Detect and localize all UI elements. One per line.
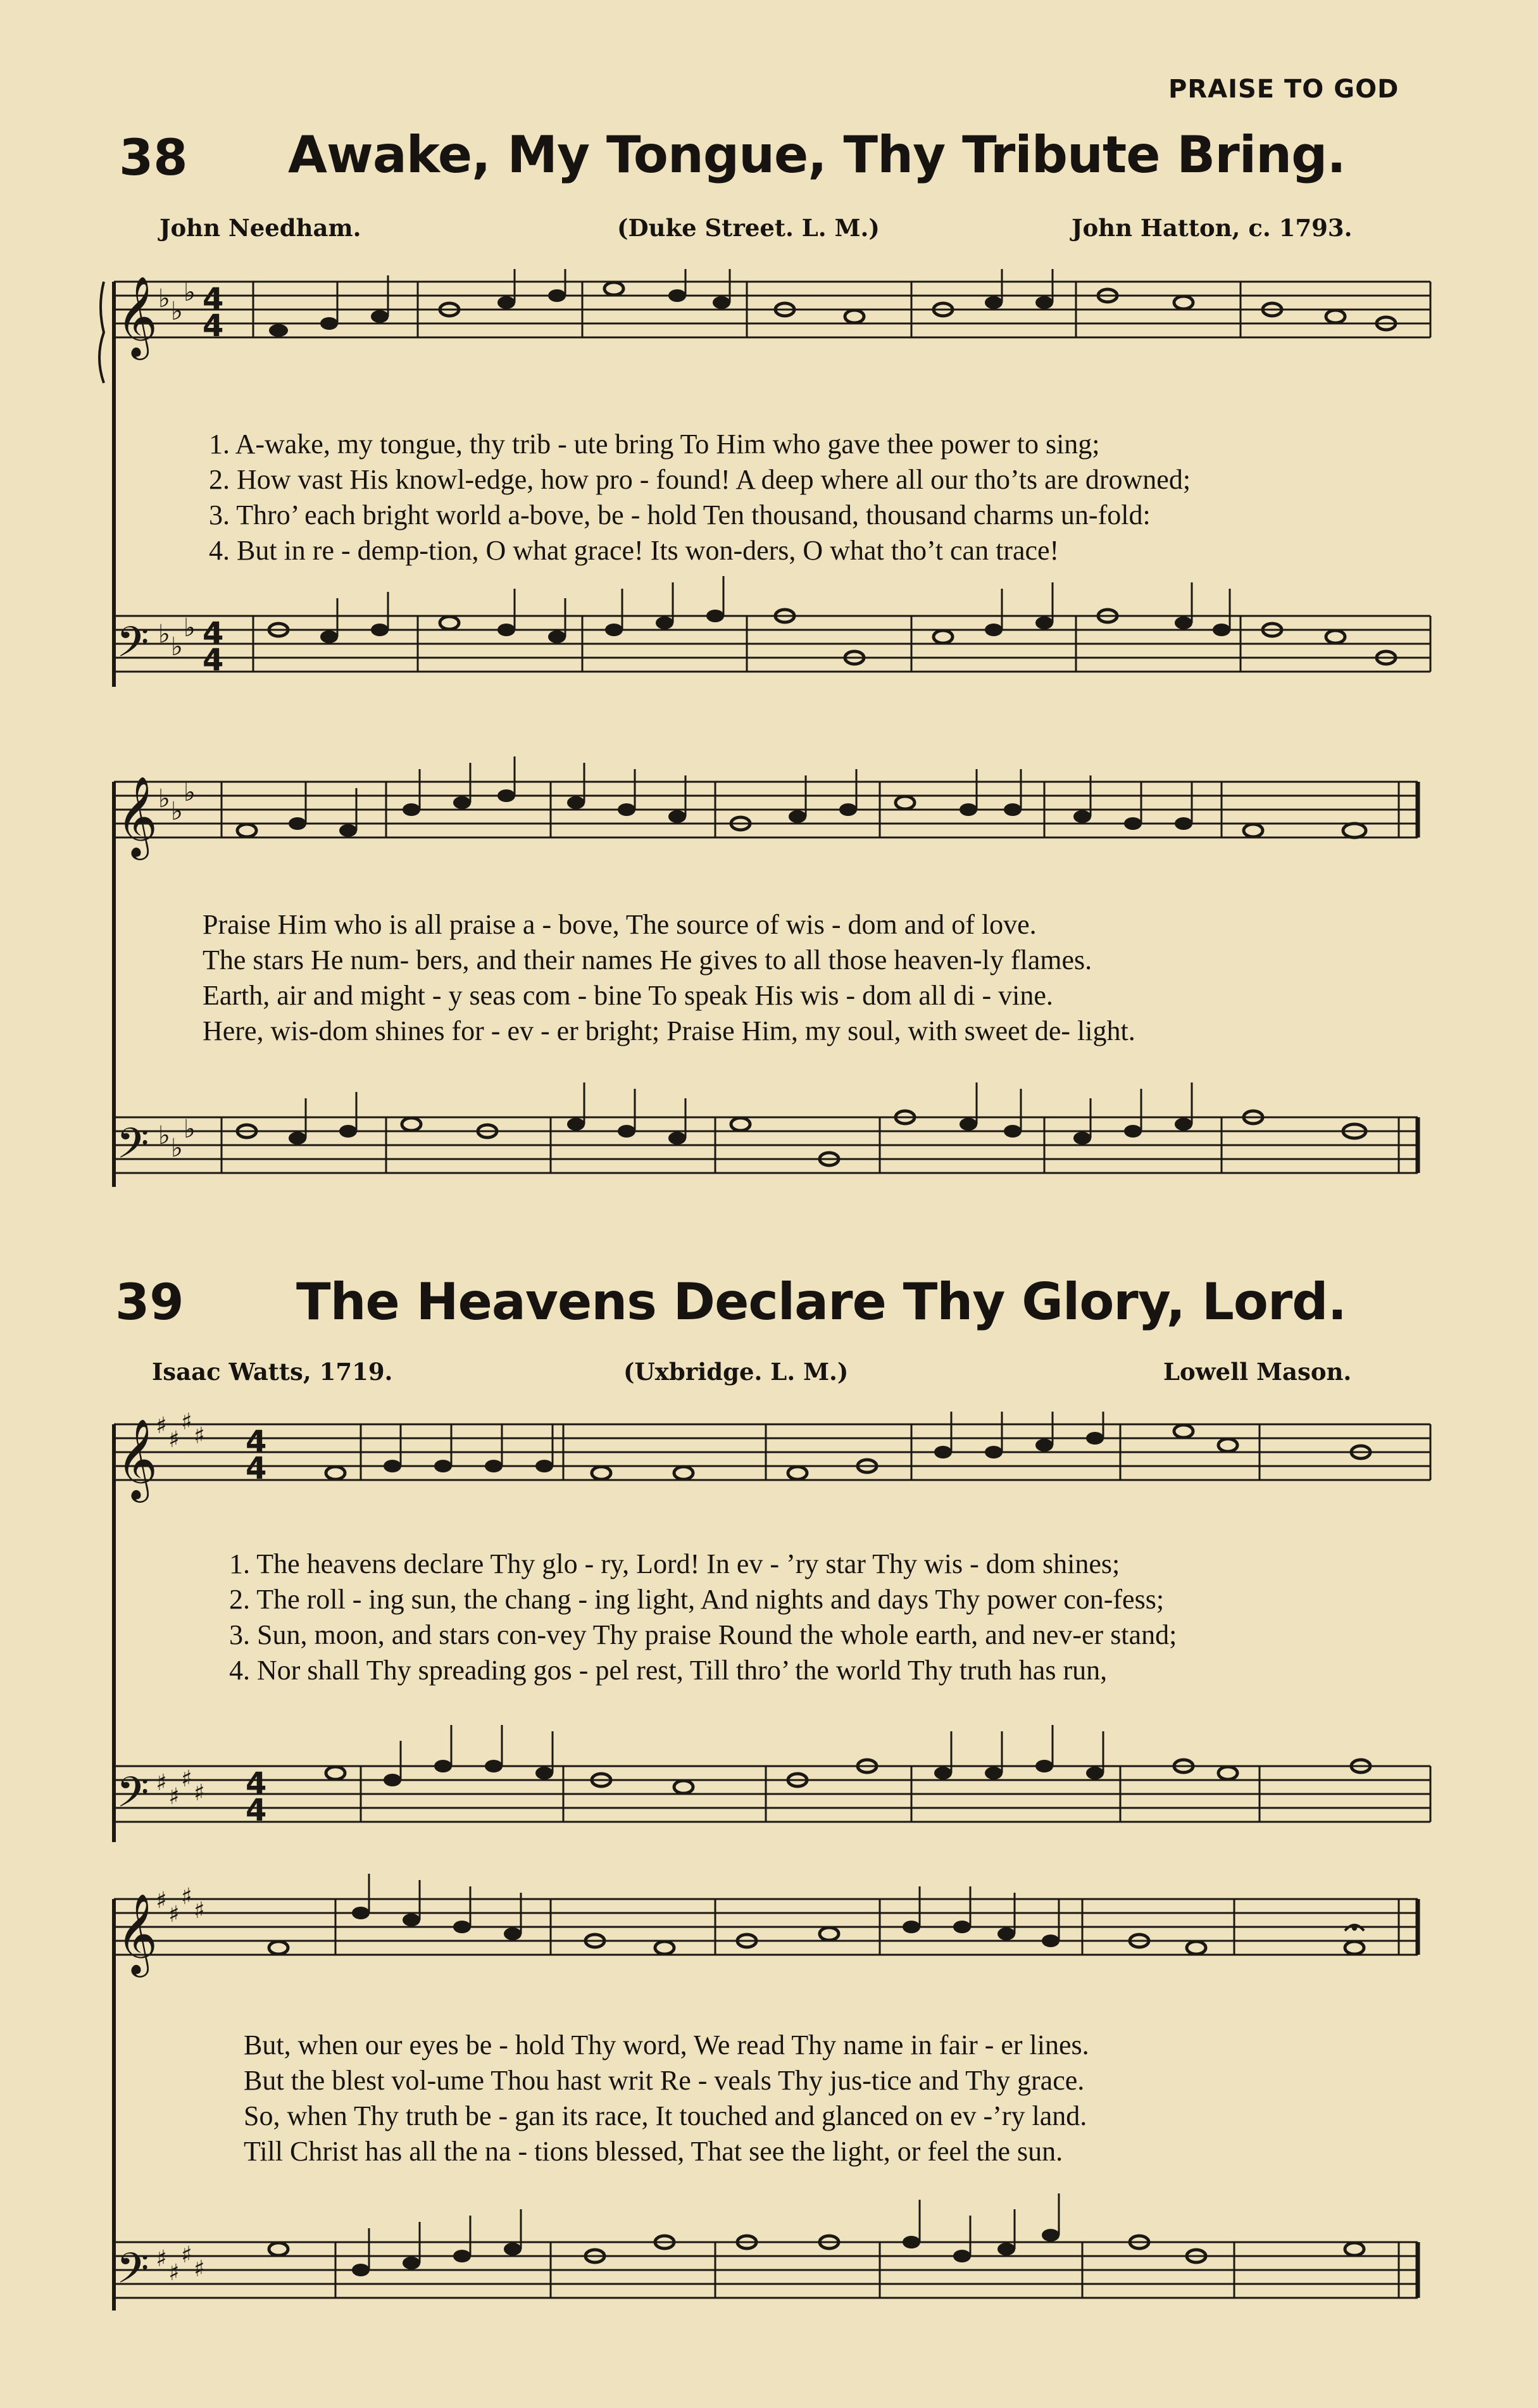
- hymn-number: 39: [115, 1274, 184, 1331]
- hymn-tune: (Duke Street. L. M.): [617, 214, 880, 242]
- svg-text:♯: ♯: [168, 1427, 180, 1453]
- svg-text:♭: ♭: [158, 284, 170, 313]
- svg-text:♭: ♭: [158, 784, 170, 813]
- svg-text:♯: ♯: [168, 2260, 180, 2286]
- lyric-verse-4: 4. Nor shall Thy spreading gos - pel rest, Till thro’ the world Thy truth has run,: [229, 1655, 1108, 1686]
- lyric-verse-2: 2. The roll - ing sun, the chang - ing light, And nights and days Thy power con-fess;: [229, 1584, 1165, 1615]
- lyric-verse-3: Earth, air and might - y seas com - bine To speak His wis - dom all di - vine.: [203, 980, 1053, 1011]
- lyric-verse-1: 1. The heavens declare Thy glo - ry, Lord! In ev - ’ry star Thy wis - dom shines;: [229, 1548, 1120, 1579]
- hymn-title: Awake, My Tongue, Thy Tribute Bring.: [288, 125, 1346, 184]
- lyric-verse-3: So, when Thy truth be - gan its race, It touched and glanced on ev -’ry land.: [244, 2100, 1087, 2131]
- svg-text:4: 4: [246, 1451, 267, 1486]
- svg-text:♭: ♭: [158, 620, 170, 649]
- svg-text:♭: ♭: [171, 632, 183, 662]
- svg-text:♯: ♯: [181, 1766, 192, 1792]
- lyric-verse-4: Till Christ has all the na - tions blessed, That see the light, or feel the sun.: [244, 2136, 1063, 2167]
- svg-text:♭: ♭: [184, 613, 196, 643]
- svg-text:♭: ♭: [184, 1115, 196, 1144]
- svg-text:♯: ♯: [194, 1423, 205, 1449]
- svg-text:♯: ♯: [194, 1780, 205, 1806]
- lyric-verse-3: 3. Thro’ each bright world a-bove, be - hold Ten thousand, thousand charms un-fold:: [209, 499, 1151, 530]
- svg-text:𝄢: 𝄢: [116, 618, 149, 677]
- svg-text:♯: ♯: [156, 1888, 167, 1914]
- svg-text:♭: ♭: [171, 297, 183, 326]
- svg-text:𝄞: 𝄞: [116, 1893, 158, 1974]
- section-heading: PRAISE TO GOD: [1168, 75, 1399, 104]
- lyric-verse-2: 2. How vast His knowl-edge, how pro - found! A deep where all our tho’ts are drowned;: [209, 464, 1191, 495]
- svg-text:𝄞: 𝄞: [116, 1418, 158, 1499]
- svg-text:𝄢: 𝄢: [116, 1119, 149, 1178]
- svg-text:4: 4: [246, 1424, 267, 1460]
- hymn-tune: (Uxbridge. L. M.): [623, 1358, 849, 1386]
- hymn-composer: Lowell Mason.: [1163, 1358, 1352, 1386]
- svg-text:♯: ♯: [168, 1902, 180, 1928]
- svg-text:♯: ♯: [194, 2256, 205, 2282]
- svg-text:𝄞: 𝄞: [116, 775, 158, 856]
- lyric-verse-4: Here, wis-dom shines for - ev - er bright; Praise Him, my soul, with sweet de- light.: [203, 1015, 1135, 1046]
- svg-text:♯: ♯: [156, 1770, 167, 1796]
- svg-text:4: 4: [203, 643, 224, 678]
- lyric-verse-1: 1. A-wake, my tongue, thy trib - ute bring To Him who gave thee power to sing;: [209, 429, 1100, 460]
- svg-text:♭: ♭: [184, 778, 196, 807]
- svg-text:♯: ♯: [194, 1898, 205, 1924]
- hymn-author: Isaac Watts, 1719.: [152, 1358, 393, 1386]
- hymn-number: 38: [119, 130, 188, 187]
- svg-text:♭: ♭: [158, 1121, 170, 1150]
- lyric-verse-4: 4. But in re - demp-tion, O what grace! Its won-ders, O what tho’t can trace!: [209, 535, 1060, 566]
- svg-text:♯: ♯: [181, 2242, 192, 2268]
- hymn-title: The Heavens Declare Thy Glory, Lord.: [296, 1272, 1346, 1331]
- hymn-author: John Needham.: [159, 214, 361, 242]
- svg-text:♭: ♭: [171, 1134, 183, 1163]
- svg-text:♯: ♯: [156, 2246, 167, 2272]
- lyric-verse-3: 3. Sun, moon, and stars con-vey Thy praise Round the whole earth, and nev-er stand;: [229, 1619, 1177, 1650]
- svg-text:4: 4: [246, 1793, 267, 1828]
- svg-text:𝄢: 𝄢: [116, 1768, 149, 1827]
- svg-text:4: 4: [203, 282, 224, 317]
- svg-text:♯: ♯: [168, 1784, 180, 1810]
- hymn-composer: John Hatton, c. 1793.: [1072, 214, 1353, 242]
- svg-text:𝄞: 𝄞: [116, 275, 158, 356]
- svg-text:♯: ♯: [181, 1412, 192, 1435]
- lyric-verse-2: The stars He num- bers, and their names He gives to all those heaven-ly flames.: [203, 944, 1092, 975]
- svg-text:4: 4: [203, 616, 224, 651]
- svg-text:♯: ♯: [156, 1413, 167, 1439]
- svg-text:♭: ♭: [171, 797, 183, 826]
- lyric-verse-2: But the blest vol-ume Thou hast writ Re - veals Thy jus-tice and Thy grace.: [244, 2065, 1085, 2096]
- svg-text:♯: ♯: [181, 1884, 192, 1910]
- svg-text:𝄢: 𝄢: [116, 2244, 149, 2303]
- svg-text:4: 4: [203, 308, 224, 344]
- svg-text:4: 4: [246, 1766, 267, 1802]
- svg-text:♭: ♭: [184, 278, 196, 307]
- lyric-verse-1: Praise Him who is all praise a - bove, The source of wis - dom and of love.: [203, 909, 1037, 940]
- lyric-verse-1: But, when our eyes be - hold Thy word, We read Thy name in fair - er lines.: [244, 2029, 1089, 2060]
